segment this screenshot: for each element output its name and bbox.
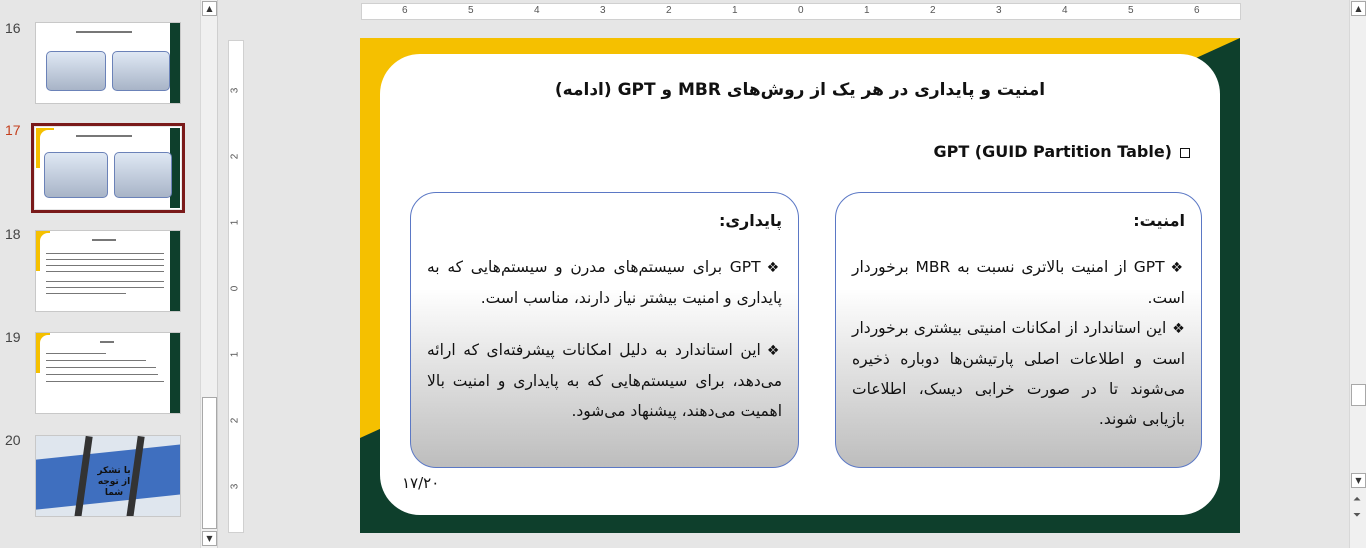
- slide-subheading[interactable]: [933, 142, 1190, 161]
- scroll-up-button[interactable]: ▲: [1351, 1, 1366, 16]
- thumb-number: 20: [5, 432, 21, 448]
- slide-thumbnail-19[interactable]: [35, 332, 181, 414]
- security-heading: امنیت:: [1133, 211, 1185, 230]
- subheading-text: GPT (GUID Partition Table): [933, 142, 1172, 161]
- editor-scrollbar[interactable]: [1349, 0, 1366, 548]
- thumbnail-scrollbar[interactable]: [200, 0, 217, 548]
- slide-thumbnail-16[interactable]: [35, 22, 181, 104]
- thumb-number: 18: [5, 226, 21, 242]
- slide-canvas[interactable]: [360, 38, 1240, 533]
- scroll-down-button[interactable]: ▼: [1351, 473, 1366, 488]
- durability-bullet-1: ❖GPT برای سیستم‌های مدرن و سیستم‌هایی که به پایداری و امنیت بیشتر نیاز دارند، مناسب است.: [427, 258, 782, 307]
- diamond-bullet-icon: ❖: [1170, 260, 1185, 276]
- diamond-bullet-icon: ❖: [766, 260, 782, 276]
- thumb-number: 16: [5, 20, 21, 36]
- scroll-thumb[interactable]: [1351, 384, 1366, 406]
- thumb-20-text: با تشکر از توجه شما: [97, 466, 131, 498]
- security-bullet-2: ❖این استاندارد از امکانات امنیتی بیشتری برخوردار است و اطلاعات اصلی پارتیشن‌ها دوباره ذخیره می‌شوند تا در صورت خرابی دیسک، اطلاعات بازیابی شوند.: [852, 319, 1185, 428]
- slide-title[interactable]: امنیت و پایداری در هر یک از روش‌های MBR و GPT (ادامه): [554, 80, 1046, 100]
- horizontal-ruler: 6 5 4 3 2 1 0 1 2 3 4 5 6: [361, 3, 1241, 20]
- durability-bullet-2: ❖این استاندارد به دلیل امکانات پیشرفته‌ای که ارائه می‌دهد، برای سیستم‌هایی که به پایداری و امنیت بالا اهمیت می‌دهند، پیشنهاد می‌شود.: [427, 341, 782, 420]
- security-panel[interactable]: [835, 192, 1202, 468]
- slide-thumbnail-pane: [0, 0, 218, 548]
- slide-thumbnail-18[interactable]: [35, 230, 181, 312]
- thumb-number: 19: [5, 329, 21, 345]
- scroll-down-button[interactable]: ▼: [202, 531, 217, 546]
- checkbox-bullet-icon: [1180, 148, 1190, 158]
- durability-heading: پایداری:: [718, 211, 782, 230]
- thumb-number: 17: [5, 122, 21, 138]
- diamond-bullet-icon: ❖: [1172, 321, 1185, 337]
- security-bullet-1: ❖GPT از امنیت بالاتری نسبت به MBR برخوردار است.: [852, 258, 1185, 307]
- scroll-thumb[interactable]: [202, 397, 217, 529]
- slide-thumbnail-17[interactable]: [35, 127, 181, 209]
- scroll-up-button[interactable]: ▲: [202, 1, 217, 16]
- vertical-ruler: 3 2 1 0 1 2 3: [228, 40, 244, 533]
- slide-page-number: ۱۷/۲۰: [402, 474, 440, 492]
- previous-slide-icon[interactable]: ⏶: [1353, 494, 1361, 505]
- slide-thumbnail-20[interactable]: [35, 435, 181, 517]
- durability-panel[interactable]: [410, 192, 799, 468]
- next-slide-icon[interactable]: ⏷: [1353, 510, 1361, 521]
- diamond-bullet-icon: ❖: [766, 343, 782, 359]
